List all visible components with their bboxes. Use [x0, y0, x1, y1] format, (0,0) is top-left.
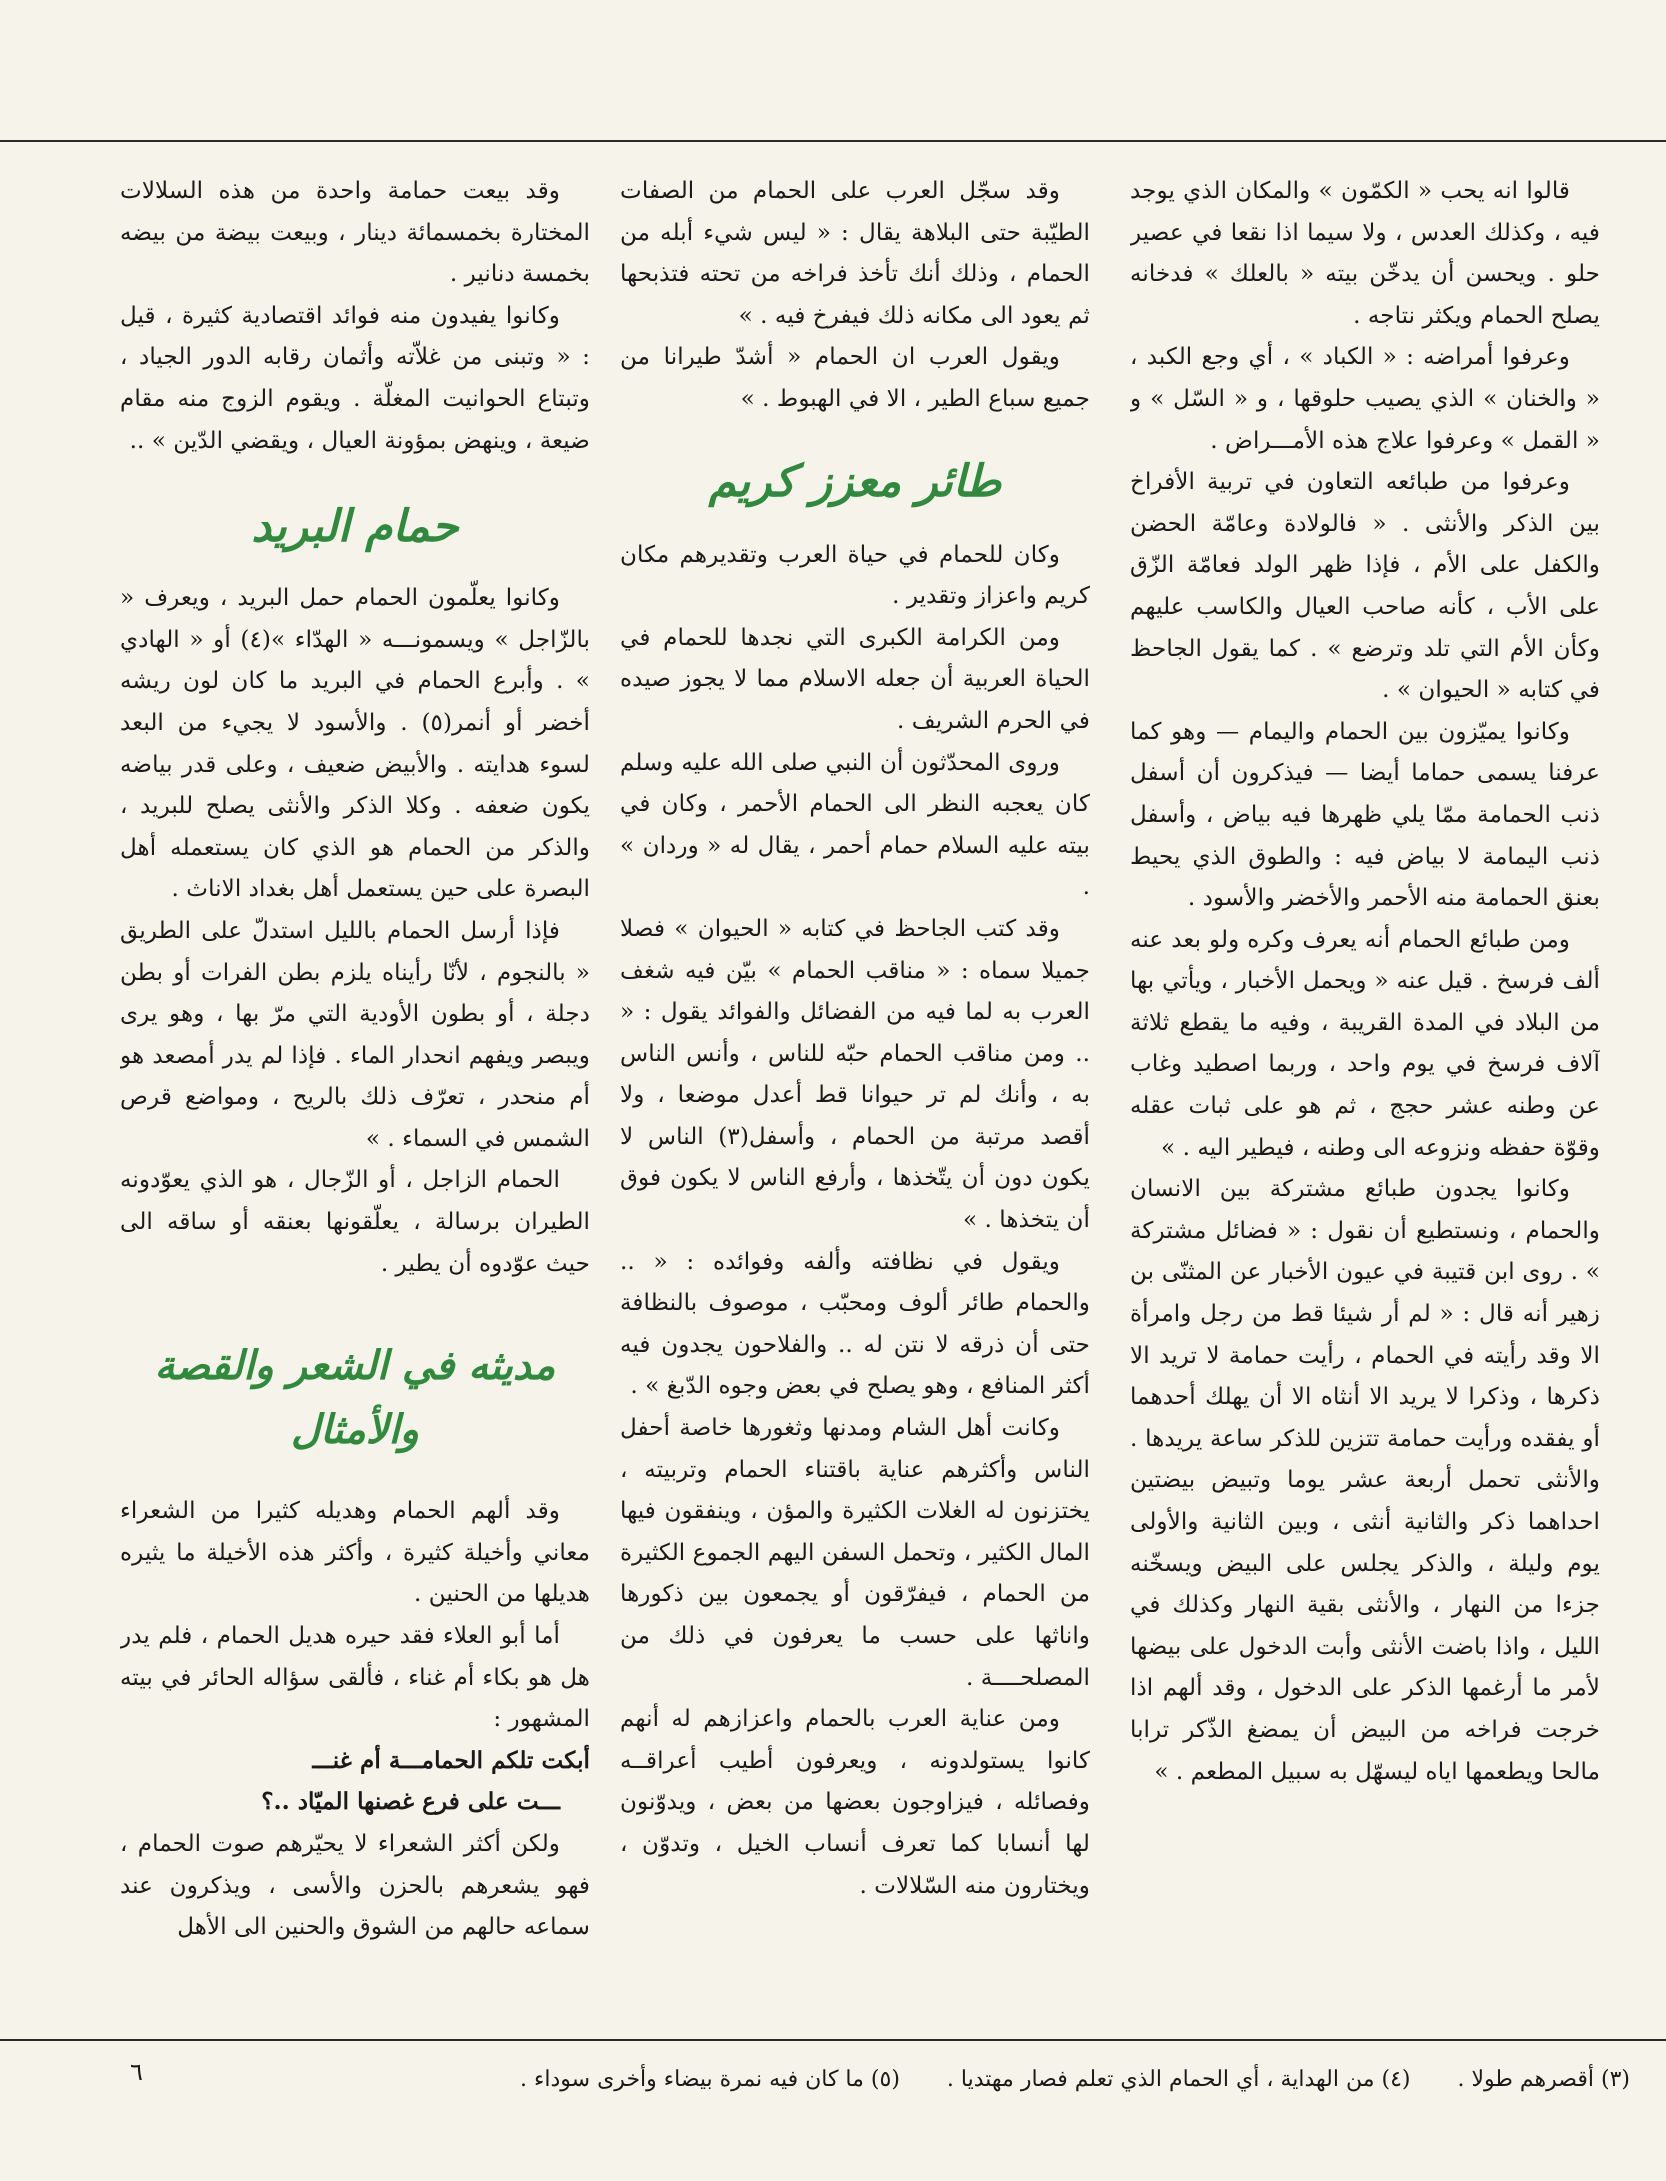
paragraph: ومن الكرامة الكبرى التي نجدها للحمام في الحياة العربية أن جعله الاسلام مما لا يجوز صيده في الحرم الشريف .: [620, 623, 1090, 734]
section-heading: مديثه في الشعر والقصة والأمثال: [154, 1342, 556, 1454]
section-heading: حمام البريد: [251, 501, 459, 553]
paragraph: وعرفوا من طبائعه التعاون في تربية الأفراخ بين الذكر والأنثى . « فالولادة وعامّة الحضن والكفل على الأم ، فإذا ظهر الولد فعامّة الزّق على الأب ، كأنه صاحب العيال والكاسب عليهم وكأن الأم التي تلد وترضع » . كما يقول الجاحظ في كتابه « الحيوان » .: [1130, 468, 1600, 704]
paragraph: ومن عناية العرب بالحمام واعزازهم له أنهم كانوا يستولدونه ، ويعرفون أطيب أعراقــه وفصائله ، فيزاوجون بعضها من بعض ، ويدوّنون لها أنسابا كما تعرف أنساب الخيل ، وتدوّن ، ويختارون منه السّلالات .: [620, 1705, 1090, 1899]
paragraph: وقد كتب الجاحظ في كتابه « الحيوان » فصلا جميلا سماه : « مناقب الحمام » بيّن فيه شغف العرب به لما فيه من الفضائل والفوائد يقول : « .. ومن مناقب الحمام حبّه للناس ، وأنس الناس به ، وأنك لم تر حيوانا قط أعدل موضعا ، ولا أقصد مرتبة من الحمام ، وأسفل(٣) الناس لا يكون دون أن يتّخذها ، وأرفع الناس لا يكون فوق أن يتخذها . »: [620, 914, 1090, 1234]
paragraph: وكانوا يعلّمون الحمام حمل البريد ، ويعرف « بالزّاجل » ويسمونـــه « الهدّاء »(٤) أو « الهادي » . وأبرع الحمام في البريد ما كان لون ريشه أخضر أو أنمر(٥) . والأسود لا يجيء من البعد لسوء هدايته . والأبيض ضعيف ، وعلى قدر بياضه يكون ضعفه . وكلا الذكر والأنثى يصلح للبريد ، والذكر من الحمام هو الذي كان يستعمله أهل البصرة على حين يستعمل أهل بغداد الاناث .: [120, 584, 590, 903]
footnote: (٥) ما كان فيه نمرة بيضاء وأخرى سوداء .: [520, 2067, 900, 2092]
paragraph: ومن طبائع الحمام أنه يعرف وكره ولو بعد عنه ألف فرسخ . قيل عنه « ويحمل الأخبار ، ويأتي بها من البلاد في المدة القريبة ، وفيه ما يقطع ثلاثة آلاف فرسخ في يوم واحد ، وربما اصطيد وغاب عن وطنه عشر حجج ، ثم هو على ثبات عقله وقوّة حفظه ونزوعه الى وطنه ، فيطير اليه . »: [1130, 925, 1600, 1161]
paragraph: وقد سجّل العرب على الحمام من الصفات الطيّبة حتى البلاهة يقال : « ليس شيء أبله من الحمام ، وذلك أنك تأخذ فراخه من تحته فتذبحها ثم يعود الى مكانه ذلك فيفرخ فيه . »: [620, 177, 1090, 329]
paragraph: أما أبو العلاء فقد حيره هديل الحمام ، فلم يدر هل هو بكاء أم غناء ، فألقى سؤاله الحائر في بيته المشهور :: [120, 1622, 590, 1733]
poem-verse: أبكت تلكم الحمامـــة أم غنـــ: [312, 1746, 590, 1774]
paragraph: وقد ألهم الحمام وهديله كثيرا من الشعراء معاني وأخيلة كثيرة ، وأكثر هذه الأخيلة ما يثيره هديلها من الحنين .: [120, 1497, 590, 1608]
column-left: [120, 170, 590, 2010]
column-middle: [620, 170, 1090, 2010]
paragraph: ويقول العرب ان الحمام « أشدّ طيرانا من جميع سباع الطير ، الا في الهبوط . »: [620, 343, 1090, 412]
paragraph: ولكن أكثر الشعراء لا يحيّرهم صوت الحمام ، فهو يشعرهم بالحزن والأسى ، ويذكرون عند سماعه حالهم من الشوق والحنين الى الأهل: [120, 1830, 590, 1941]
footnote: (٤) من الهداية ، أي الحمام الذي تعلم فصار مهتديا .: [946, 2067, 1411, 2092]
paragraph: وكانوا يجدون طبائع مشتركة بين الانسان والحمام ، ونستطيع أن نقول : « فضائل مشتركة » . روى ابن قتيبة في عيون الأخبار عن المثنّى بن زهير أنه قال : « لم أر شيئا قط من رجل وامرأة الا وقد رأيته في الحمام ، رأيت حمامة لا تريد الا ذكرها ، وذكرا لا يريد الا أنثاه الا أن يهلك أحدهما أو يفقده ورأيت حمامة تتزين للذكر ساعة يريدها . والأنثى تحمل أربعة عشر يوما وتبيض بيضتين احداهما ذكر والثانية أنثى ، وبين الثانية والأولى يوم وليلة ، والذكر يجلس على البيض ويسخّنه جزءا من النهار ، والأنثى بقية النهار وكذلك في الليل ، واذا باضت الأنثى وأبت الدخول على بيضها لأمر ما أرغمها الذكر على الدخول ، وقد ألهم اذا خرجت فراخه من البيض أن يمضغ الذّكر ترابا مالحا ويطعمها اياه ليسهّل به سبيل المطعم . »: [1130, 1175, 1600, 1785]
section-heading: طائر معزز كريم: [708, 455, 1002, 507]
paragraph: الحمام الزاجل ، أو الزّجال ، هو الذي يعوّدونه الطيران برسالة ، يعلّقونها بعنقه أو ساقه الى حيث عوّدوه أن يطير .: [120, 1166, 590, 1277]
paragraph: وقد بيعت حمامة واحدة من هذه السلالات المختارة بخمسمائة دينار ، وبيعت بيضة من بيضه بخمسة دنانير .: [120, 177, 590, 288]
paragraph: وكان للحمام في حياة العرب وتقديرهم مكان كريم واعزاز وتقدير .: [620, 540, 1090, 610]
paragraph: وروى المحدّثون أن النبي صلى الله عليه وسلم كان يعجبه النظر الى الحمام الأحمر ، وكان في بيته عليه السلام حمام أحمر ، يقال له « وردان » .: [620, 748, 1090, 901]
paragraph: وكانوا يميّزون بين الحمام واليمام — وهو كما عرفنا يسمى حماما أيضا — فيذكرون أن أسفل ذنب الحمامة ممّا يلي ظهرها فيه بياض ، وأسفل ذنب اليمامة لا بياض فيه : والطوق الذي يحيط بعنق الحمامة منه الأحمر والأخضر والأسود .: [1130, 717, 1600, 912]
paragraph: وكانت أهل الشام ومدنها وثغورها خاصة أحفل الناس وأكثرهم عناية باقتناء الحمام وتربيته ، يختزنون له الغلات الكثيرة والمؤن ، وينفقون فيها المال الكثير ، وتحمل السفن اليهم الجموع الكثيرة من الحمام ، فيفرّقون أو يجمعون بين ذكورها واناثها على حسب ما يعرفون في ذلك من المصلحــــة .: [620, 1414, 1090, 1691]
paragraph: ويقول في نظافته وألفه وفوائده : « .. والحمام طائر ألوف ومحبّب ، موصوف بالنظافة حتى أن ذرقه لا نتن له .. والفلاحون يجدون فيه أكثر المنافع ، وهو يصلح في بعض وجوه الدّبغ » .: [620, 1247, 1090, 1400]
paragraph: وكانوا يفيدون منه فوائد اقتصادية كثيرة ، قيل : « وتبنى من غلاّته وأثمان رقابه الدور الجياد ، وتبتاع الحوانيت المغلّة . ويقوم الزوج منه مقام ضيعة ، وينهض بمؤونة العيال ، ويقضي الدّين » ..: [120, 301, 590, 454]
footnote: (٣) أقصرهم طولا .: [1457, 2067, 1630, 2092]
footnote-rule: [0, 2039, 1666, 2041]
column-right: [1130, 170, 1600, 2010]
page-number: ٦: [130, 2058, 143, 2086]
top-rule: [0, 140, 1666, 142]
paragraph: وعرفوا أمراضه : « الكباد » ، أي وجع الكبد ، « والخنان » الذي يصيب حلوقها ، و « السّل » و « القمل » وعرفوا علاج هذه الأمـــراض .: [1130, 343, 1600, 454]
paragraph: فإذا أرسل الحمام بالليل استدلّ على الطريق « بالنجوم ، لأنّا رأيناه يلزم بطن الفرات أو بطن دجلة ، أو بطون الأودية التي مرّ بها ، وهو يرى ويبصر ويفهم انحدار الماء . فإذا لم يدر أمصعد هو أم منحدر ، تعرّف ذلك بالريح ، ومواضع قرص الشمس في السماء . »: [120, 916, 590, 1152]
paragraph: قالوا انه يحب « الكمّون » والمكان الذي يوجد فيه ، وكذلك العدس ، ولا سيما اذا نقعا في عصير حلو . ويحسن أن يدخّن بيته « بالعلك » فدخانه يصلح الحمام ويكثر نتاجه .: [1130, 177, 1600, 329]
footnotes: [290, 2060, 1630, 2100]
poem-verse: ـــت على فرع غصنها الميّاد ..؟: [261, 1788, 560, 1816]
